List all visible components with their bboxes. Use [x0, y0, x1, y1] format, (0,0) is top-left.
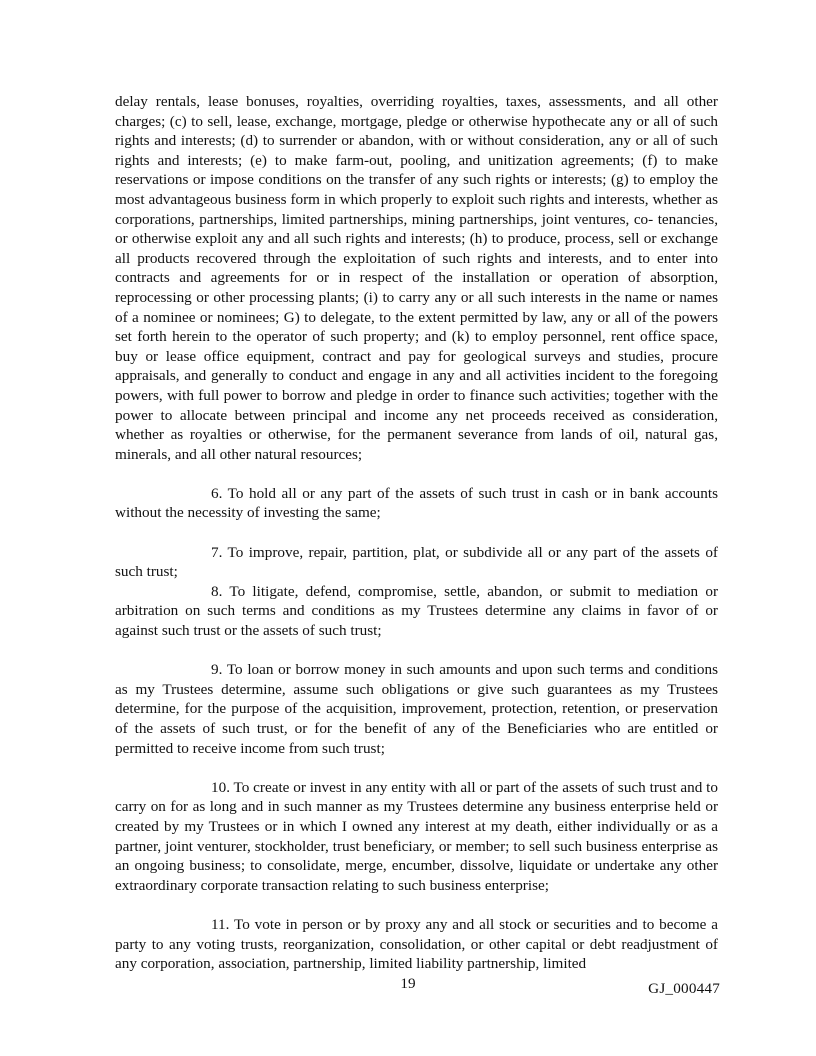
paragraph-6-hold-cash: 6. To hold all or any part of the assets of such trust in cash or in bank accounts without the necessity of investing the same; [115, 484, 718, 522]
paragraph-7-improve-property: 7. To improve, repair, partition, plat, or subdivide all or any part of the assets of such trust; [115, 543, 718, 581]
paragraph-11-vote-securities: 11. To vote in person or by proxy any and all stock or securities and to become a party to any voting trusts, reorganization, consolidation, or other capital or debt readjustment of any corporation, association, partnership, limited liability partnership, limited [115, 915, 718, 973]
paragraph-10-business-entity: 10. To create or invest in any entity with all or part of the assets of such trust and to carry on for as long and in such manner as my Trustees determine any business enterprise held or created by my Trustees or in which I owned any interest at my death, either individually or as a partner, joint venturer, stockholder, trust beneficiary, or member; to sell such business enterprise as an ongoing business; to consolidate, merge, encumber, dissolve, liquidate or undertake any other extraordinary corporate transaction relating to such business enterprise; [115, 778, 718, 894]
paragraph-8-litigate: 8. To litigate, defend, compromise, settle, abandon, or submit to mediation or arbitration on such terms and conditions as my Trustees determine any claims in favor of or against such trust or the assets of such trust; [115, 582, 718, 640]
paragraph-9-loan-borrow: 9. To loan or borrow money in such amounts and upon such terms and conditions as my Trustees determine, assume such obligations or give such guarantees as my Trustees determine, for the purpose of the acquisition, improvement, protection, retention, or preservation of the assets of such trust, or for the benefit of any of the Beneficiaries who are entitled or permitted to receive income from such trust; [115, 661, 718, 757]
page-number: 19 [400, 975, 416, 992]
paragraph-powers-continued: delay rentals, lease bonuses, royalties, overriding royalties, taxes, assessments, and all other charges; (c) to sell, lease, exchange, mortgage, pledge or otherwise hypothecate any or all of such rights and interests; (d) to surrender or abandon, with or without consideration, any or all of such rights and interests; (e) to make farm-out, pooling, and unitization agreements; (f) to make reservations or impose conditions on the transfer of any such rights or interests; (g) to employ the most advantageous business form in which properly to exploit such rights and interests, whether as corporations, partnerships, limited partnerships, mining partnerships, joint ventures, co- tenancies, or otherwise exploit any and all such rights and interests; (h) to produce, process, sell or exchange all products recovered through the exploitation of such rights and interests, and to enter into contracts and agreements for or in respect of the installation or operation of absorption, reprocessing or other processing plants; (i) to carry any or all such interests in the name or names of a nominee or nominees; G) to delegate, to the extent permitted by law, any or all of the powers set forth herein to the operator of such property; and (k) to employ personnel, rent office space, buy or lease office equipment, contract and pay for geological surveys and studies, procure appraisals, and generally to conduct and engage in any and all activities incident to the foregoing powers, with full power to borrow and pledge in order to finance such activities; together with the power to allocate between principal and income any net proceeds received as consideration, whether as royalties or otherwise, for the permanent severance from lands of oil, natural gas, minerals, and all other natural resources; [115, 93, 718, 463]
bates-number: GJ_000447 [648, 980, 720, 997]
document-body [115, 92, 718, 974]
